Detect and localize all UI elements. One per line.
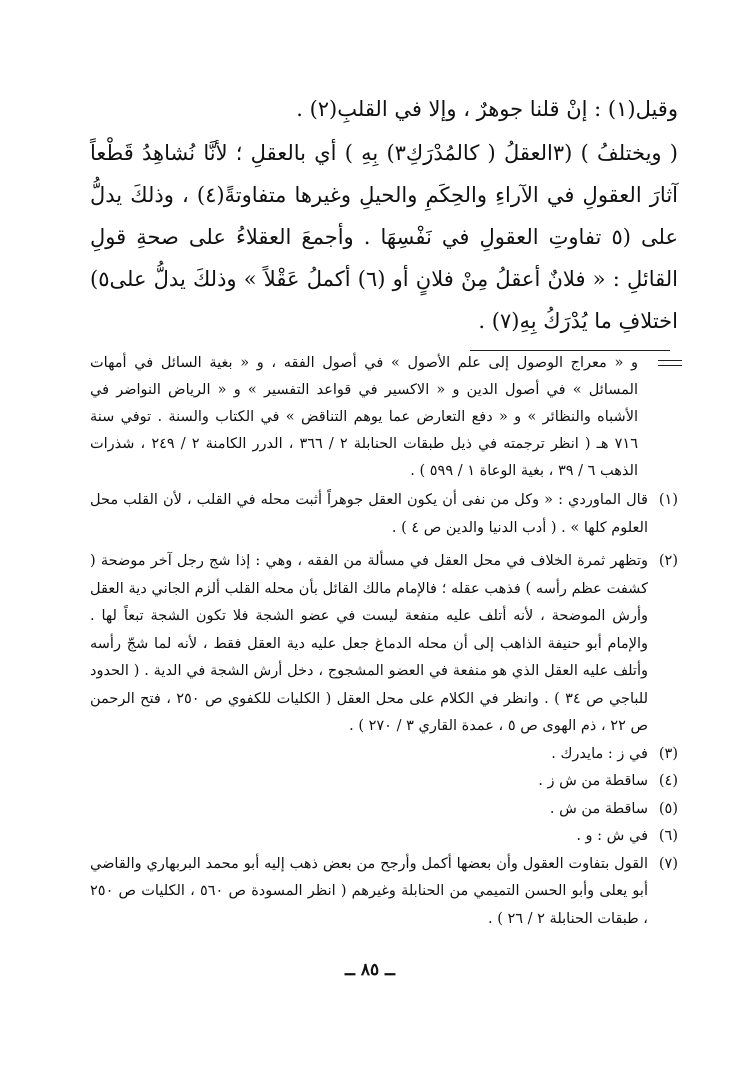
footnote-5 (90, 796, 678, 824)
footnote-number: (٢) (658, 553, 678, 569)
footnote-7 (90, 851, 678, 934)
footnote-text: في ز : مايدرك . (551, 745, 648, 762)
footnote-text: ساقطة من ش . (549, 800, 648, 817)
page-number: ــ ٨٥ ــ (344, 960, 396, 980)
main-paragraph-1: وقيل(١) : إنْ قلنا جوهرٌ ، وإلا في القلبِ(٢) . (296, 97, 678, 121)
footnote-3 (90, 741, 678, 769)
footnote-text: قال الماوردي : « وكل من نفى أن يكون العقل جوهراً أثبت محله في القلب ، لأن القلب محل العلوم كلها » . ( أدب الدنيا والدين ص ٤ ) . (90, 492, 648, 536)
footnote-number: (٤) (658, 773, 678, 789)
footnote-4 (90, 768, 678, 796)
footnote-text: في ش : و . (576, 828, 648, 844)
footnote-text: القول بتفاوت العقول وأن بعضها أكمل وأرجح من بعض ذهب إليه أبو محمد البربهاري والقاضي أبو يعلى وأبو الحسن التميمي من الحنابلة وغيرهم ( انظر المسودة ص ٥٦٠ ، الكليات ص ٢٥٠ ، طبقات الحنابلة ٢ / ٢٦ ) . (90, 855, 648, 927)
footnote-number: (٧) (658, 855, 678, 872)
footnote-number: (٣) (658, 745, 678, 762)
footnote-1 (90, 487, 678, 542)
footnote-6 (90, 823, 678, 851)
footnote-text: وتظهر ثمرة الخلاف في محل العقل في مسألة من الفقه ، وهي : إذا شج رجل آخر موضحة ( كشفت عظم رأسه ) فذهب عقله ؛ فالإمام مالك القائل بأن محله القلب ألزم الجاني دية العقل وأرش الموضحة ، لأنه أتلف عليه منفعة ليست في عضو الشجة فلا تكون الشجة تبعاً لها . والإمام أبو حنيفة الذاهب إلى أن محله الدماغ جعل عليه دية العقل فقط ، لأنه لما شجّ رأسه وأتلف عليه العقل الذي هو منفعة في العضو المشجوج ، دخل أرش الشجة في الدية . ( الحدود للباجي ص ٣٤ ) . وانظر في الكلام على محل العقل ( الكليات للكفوي ص ٢٥٠ ، فتح الرحمن ص ٢٢ ، ذم الهوى ص ٥ ، عمدة القاري ٣ / ٢٧٠ ) . (90, 553, 649, 734)
footnote-continuation: و « معراج الوصول إلى علم الأصول » في أصول الفقه ، و « بغية السائل في أمهات المسائل » في أصول الدين و « الاكسير في قواعد التفسير » و « الرياض النواضر في الأشباه والنظائر » و « دفع التعارض عما يوهم التناقض » في الكتاب والسنة . توفي سنة ٧١٦ هـ ( انظر ترجمته في ذيل طبقات الحنابلة ٢ / ٣٦٦ ، الدرر الكامنة ٢ / ٢٤٩ ، شذرات الذهب ٦ / ٣٩ ، بغية الوعاة ١ / ٥٩٩ ) . (90, 355, 638, 479)
footnote-text: ساقطة من ش ز . (538, 773, 648, 789)
footnotes (90, 350, 678, 933)
footnote-2 (90, 548, 678, 741)
footnote-number: (٥) (658, 800, 678, 817)
footnote-number: (٦) (658, 828, 678, 844)
main-paragraph-2: ( ويختلفُ ) (٣العقلُ ( كالمُدْرَكِ٣) بِهِ ) أي بالعقلِ ؛ لأنَّا نُشاهِدُ قَطْعاً آثارَ العقولِ في الآراءِ والحِكَمِ والحيلِ وغيرها متفاوتةً(٤) ، وذلكَ يدلُّ على (٥ تفاوتِ العقولِ في نَفْسِهَا . وأجمعَ العقلاءُ على صحةِ قولِ القائلِ : « فلانٌ أعقلُ مِنْ فلانٍ أو (٦) أكملُ عَقْلاً » وذلكَ يدلُّ على٥) اختلافِ ما يُدْرَكُ بِهِ(٧) . (90, 141, 678, 333)
footnote-number: (١) (658, 492, 678, 508)
main-text (90, 88, 678, 342)
